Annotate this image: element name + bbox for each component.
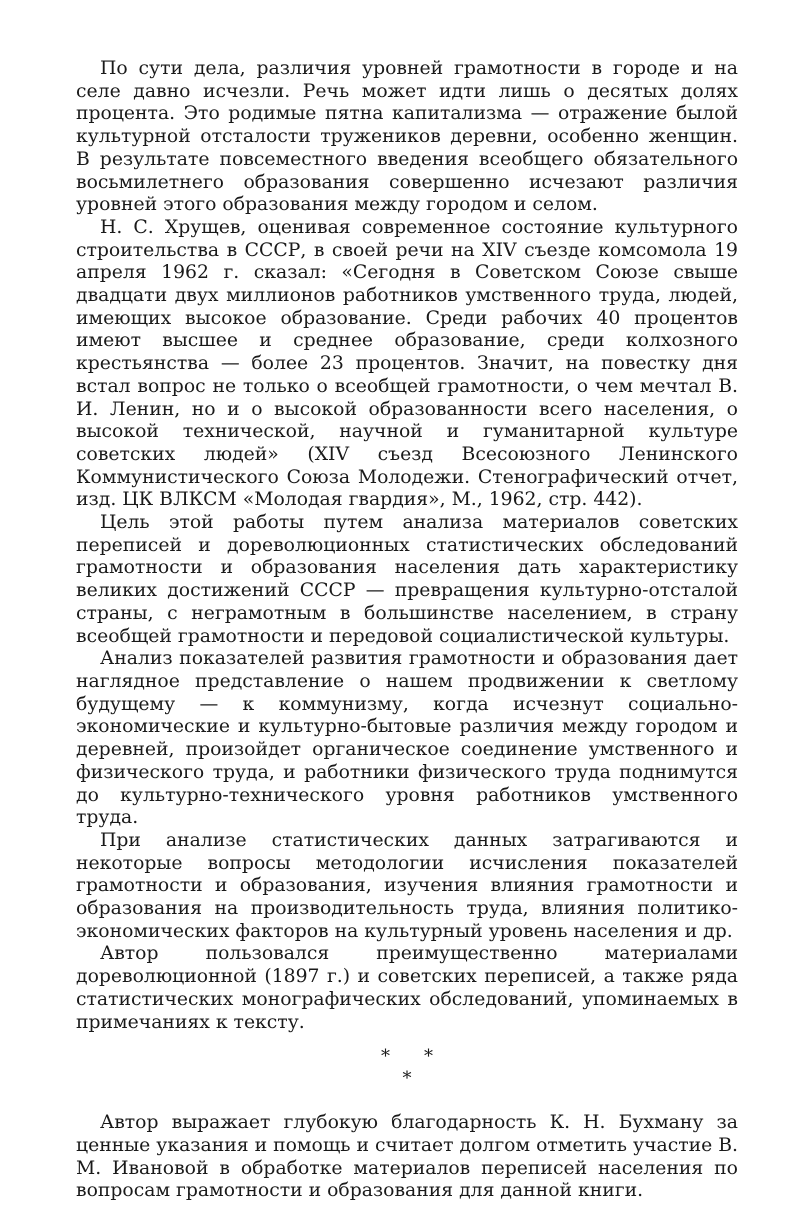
paragraph-acknowledgement: Автор выражает глубокую благодарность К. Н. Бухману за ценные указания и помощь и считает долгом отметить участие В. М. Ивановой в обработке материалов переписей населения по вопросам грамотности и образования для данной книги.	[76, 1112, 738, 1202]
section-separator	[76, 1048, 738, 1088]
paragraph-work-goal: Цель этой работы путем анализа материалов советских переписей и дореволюционных статистических обследований грамотности и образования населения дать характеристику великих достижений СССР — превращения культурно-отсталой страны, с неграмотным в большинстве населением, в страну всеобщей грамотности и передовой социалистической культуры.	[76, 512, 738, 647]
paragraph-literacy-differences: По сути дела, различия уровней грамотности в городе и на селе давно исчезли. Речь может идти лишь о десятых долях процента. Это родимые пятна капитализма — отражение былой культурной отсталости тружеников деревни, особенно женщин. В результате повсеместного введения всеобщего обязательного восьмилетнего образования совершенно исчезают различия уровней этого образования между городом и селом.	[76, 58, 738, 216]
paragraph-methodology: При анализе статистических данных затрагиваются и некоторые вопросы методологии исчисления показателей грамотности и образования, изучения влияния грамотности и образования на производительность труда, влияния политико-экономических факторов на культурный уровень населения и др.	[76, 829, 738, 942]
separator-asterisks-top: **	[381, 1046, 467, 1068]
paragraph-sources: Автор пользовался преимущественно материалами дореволюционной (1897 г.) и советских переписей, а также ряда статистических монографических обследований, упоминаемых в примечаниях к тексту.	[76, 943, 738, 1033]
document-page	[76, 58, 738, 1203]
paragraph-analysis: Анализ показателей развития грамотности и образования дает наглядное представление о нашем продвижении к светлому будущему — к коммунизму, когда исчезнут социально-экономические и культурно-бытовые различия между городом и деревней, произойдет органическое соединение умственного и физического труда, и работники физического труда поднимутся до культурно-технического уровня работников умственного труда.	[76, 648, 738, 829]
separator-asterisk-bottom: *	[402, 1068, 412, 1090]
paragraph-khrushchev-quote: Н. С. Хрущев, оценивая современное состояние культурного строительства в СССР, в своей речи на XIV съезде комсомола 19 апреля 1962 г. сказал: «Сегодня в Советском Союзе свыше двадцати двух миллионов работников умственного труда, людей, имеющих высокое образование. Среди рабочих 40 процентов имеют высшее и среднее образование, среди колхозного крестьянства — более 23 процентов. Значит, на повестку дня встал вопрос не только о всеобщей грамотности, о чем мечтал В. И. Ленин, но и о высокой образованности всего населения, о высокой технической, научной и гуманитарной культуре советских людей» (XIV съезд Всесоюзного Ленинского Коммунистического Союза Молодежи. Стенографический отчет, изд. ЦК ВЛКСМ «Молодая гвардия», М., 1962, стр. 442).	[76, 216, 738, 511]
